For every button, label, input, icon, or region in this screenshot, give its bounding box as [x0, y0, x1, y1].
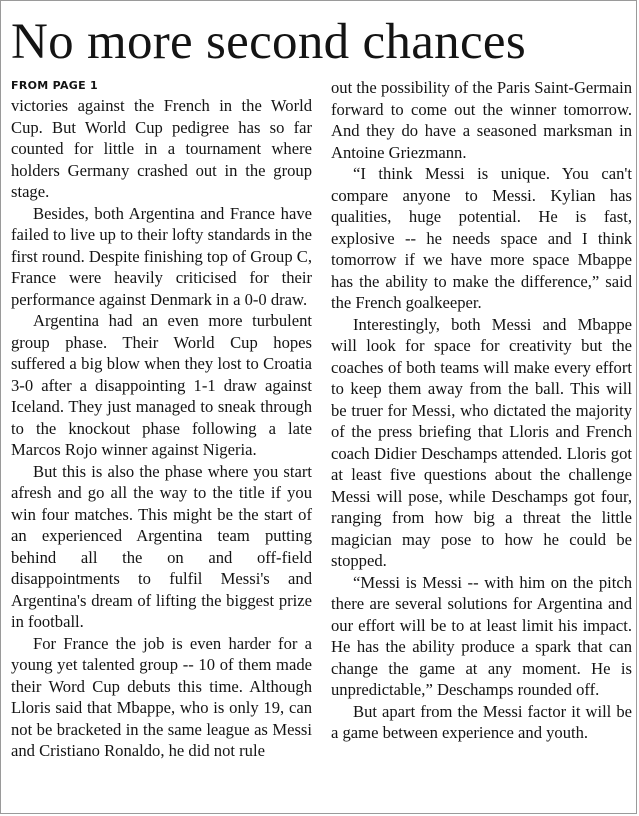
paragraph: “Messi is Messi -- with him on the pitch there are several solutions for Argentina and our effort will be to at least limit his impact. He has the ability produce a spark that can change the game at any moment. He is unpredictable,” Deschamps rounded off.	[331, 572, 632, 699]
paragraph: victories against the French in the World Cup. But World Cup pedigree has so far counted for little in a tournament where holders Germany crashed out in the group stage.	[11, 96, 312, 201]
paragraph: For France the job is even harder for a young yet talented group -- 10 of them made their Word Cup debuts this time. Although Lloris said that Mbappe, who is only 19, can not be bracketed in the same league as Messi and Cristiano Ronaldo, he did not rule	[11, 633, 312, 760]
paragraph: Interestingly, both Messi and Mbappe will look for space for creativity but the coaches of both teams will make every effort to keep them away from the ball. This will be truer for Messi, who dictated the majority of the press briefing that Lloris and French coach Didier Deschamps attended. Lloris got at least five questions about the challenge Messi will pose, while Deschamps got four, ranging from how big a threat the little magician may pose to how he could be stopped.	[331, 314, 632, 570]
article-column-left	[11, 77, 312, 762]
article-column-right	[331, 77, 632, 744]
headline: No more second chances	[11, 14, 526, 70]
continued-from-label: FROM PAGE 1	[11, 79, 99, 92]
paragraph: But apart from the Messi factor it will be a game between experience and youth.	[331, 701, 632, 742]
paragraph: Besides, both Argentina and France have failed to live up to their lofty standards in the first round. Despite finishing top of Group C, France were heavily criticised for their performance against Denmark in a 0-0 draw.	[11, 203, 312, 309]
paragraph: But this is also the phase where you start afresh and go all the way to the title if you win four matches. This might be the start of an experienced Argentina team putting behind all the on and off-field disappointments to fulfil Messi's and Argentina's dream of lifting the biggest prize in football.	[11, 461, 312, 631]
paragraph: “I think Messi is unique. You can't compare anyone to Messi. Kylian has qualities, huge potential. He is fast, explosive -- he needs space and I think tomorrow if we have more space Mbappe has the ability to make the difference,” said the French goalkeeper.	[331, 164, 632, 312]
paragraph: Argentina had an even more turbulent group phase. Their World Cup hopes suffered a big blow when they lost to Croatia 3-0 after a disappointing 1-1 draw against Iceland. They just managed to sneak through to the knockout phase following a late Marcos Rojo winner against Nigeria.	[11, 311, 312, 459]
paragraph: out the possibility of the Paris Saint-Germain forward to come out the winner tomorrow. And they do have a seasoned marksman in Antoine Griezmann.	[331, 78, 632, 162]
